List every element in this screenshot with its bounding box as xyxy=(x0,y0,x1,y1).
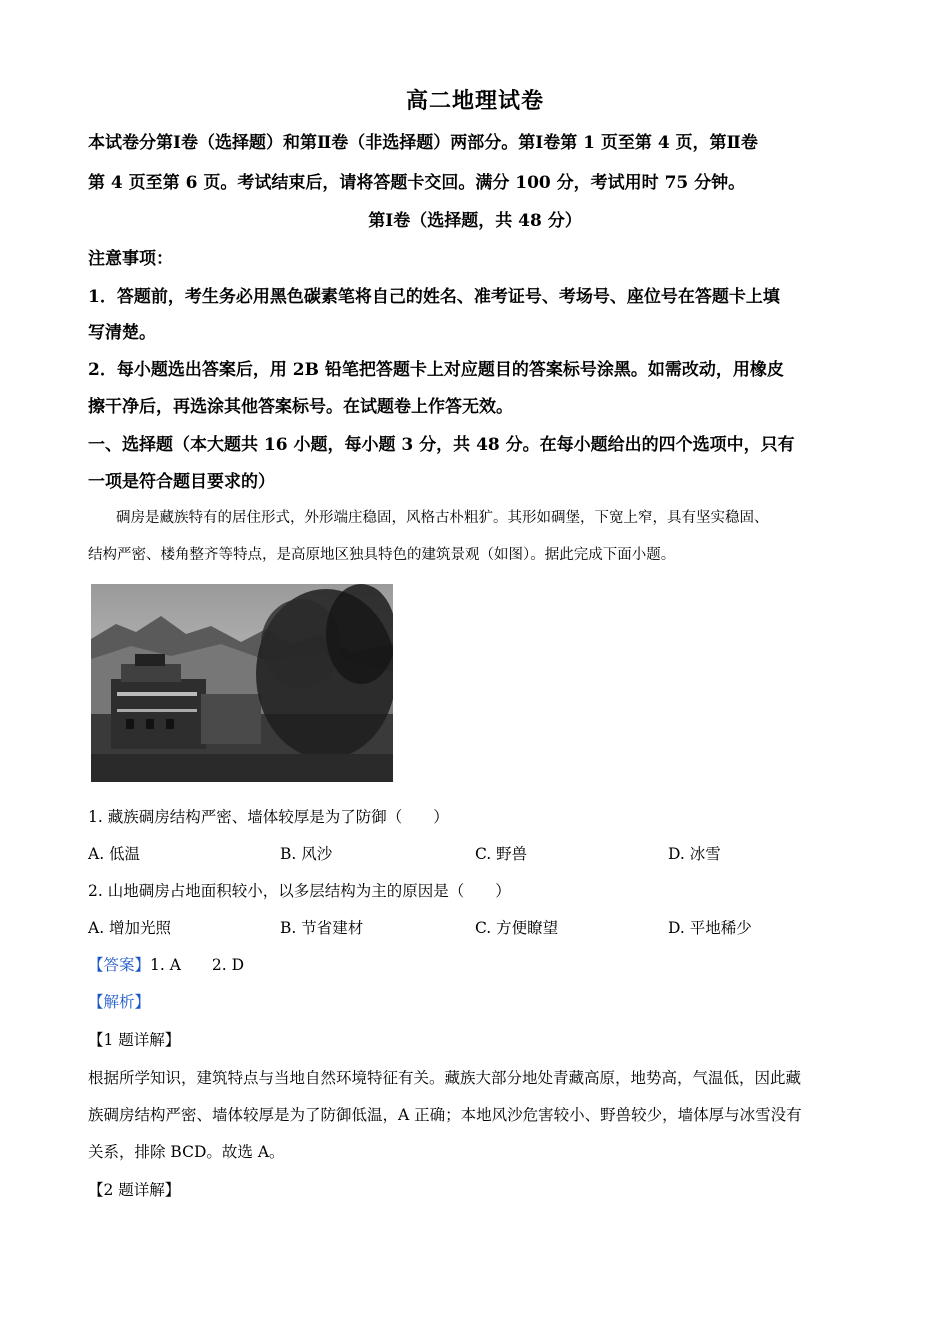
intro-line-2: 第 4 页至第 6 页。考试结束后，请将答题卡交回。满分 100 分，考试用时 75 分钟。 xyxy=(88,173,746,193)
intro-line-1: 本试卷分第Ⅰ卷（选择题）和第Ⅱ卷（非选择题）两部分。第Ⅰ卷第 1 页至第 4 页，第Ⅱ卷 xyxy=(88,133,758,153)
answer-values: 1. A 2. D xyxy=(150,956,245,974)
question-2-option-d: D. 平地稀少 xyxy=(668,919,752,937)
answer-row xyxy=(88,953,244,975)
answer-label: 【答案】 xyxy=(88,956,151,974)
question-2-option-b: B. 节省建材 xyxy=(280,919,364,937)
part-1-line-1: 一、选择题（本大题共 16 小题，每小题 3 分，共 48 分。在每小题给出的四个选项中，只有 xyxy=(88,435,795,455)
detail-1-label: 【1 题详解】 xyxy=(88,1031,181,1049)
question-1-option-a: A. 低温 xyxy=(88,845,141,863)
notice-1-line-2: 写清楚。 xyxy=(88,323,156,343)
notice-2-line-1: 2．每小题选出答案后，用 2B 铅笔把答题卡上对应题目的答案标号涂黑。如需改动，用橡皮 xyxy=(88,360,784,380)
passage-line-2: 结构严密、楼角整齐等特点，是高原地区独具特色的建筑景观（如图）。据此完成下面小题。 xyxy=(88,547,676,563)
section-heading: 第Ⅰ卷（选择题，共 48 分） xyxy=(368,211,582,231)
question-2-option-a: A. 增加光照 xyxy=(88,919,172,937)
detail-1-line-2: 族碉房结构严密、墙体较厚是为了防御低温，A 正确；本地风沙危害较小、野兽较少，墙体厚与冰雪没有 xyxy=(88,1106,802,1124)
notice-1-line-1: 1．答题前，考生务必用黑色碳素笔将自己的姓名、准考证号、考场号、座位号在答题卡上填 xyxy=(88,287,780,307)
part-1-line-2: 一项是符合题目要求的） xyxy=(88,472,275,492)
question-1-option-b: B. 风沙 xyxy=(280,845,333,863)
page-title: 高二地理试卷 xyxy=(405,88,544,114)
notice-2-line-2: 擦干净后，再选涂其他答案标号。在试题卷上作答无效。 xyxy=(88,397,513,417)
question-2-option-c: C. 方便瞭望 xyxy=(475,919,559,937)
detail-1-line-3: 关系，排除 BCD。故选 A。 xyxy=(88,1143,285,1161)
analysis-label: 【解析】 xyxy=(88,993,151,1011)
passage-line-1: 碉房是藏族特有的居住形式，外形端庄稳固，风格古朴粗犷。其形如碉堡，下宽上窄，具有坚实稳固、 xyxy=(116,510,769,526)
detail-1-line-1: 根据所学知识，建筑特点与当地自然环境特征有关。藏族大部分地处青藏高原，地势高，气温低，因此藏 xyxy=(88,1069,802,1087)
notice-title: 注意事项： xyxy=(88,249,173,269)
question-2-stem: 2. 山地碉房占地面积较小，以多层结构为主的原因是（ ） xyxy=(88,882,511,900)
detail-2-label: 【2 题详解】 xyxy=(88,1181,181,1199)
tibetan-blockhouse-photo xyxy=(91,584,393,782)
question-1-stem: 1. 藏族碉房结构严密、墙体较厚是为了防御（ ） xyxy=(88,808,449,826)
question-1-option-d: D. 冰雪 xyxy=(668,845,721,863)
question-1-option-c: C. 野兽 xyxy=(475,845,528,863)
